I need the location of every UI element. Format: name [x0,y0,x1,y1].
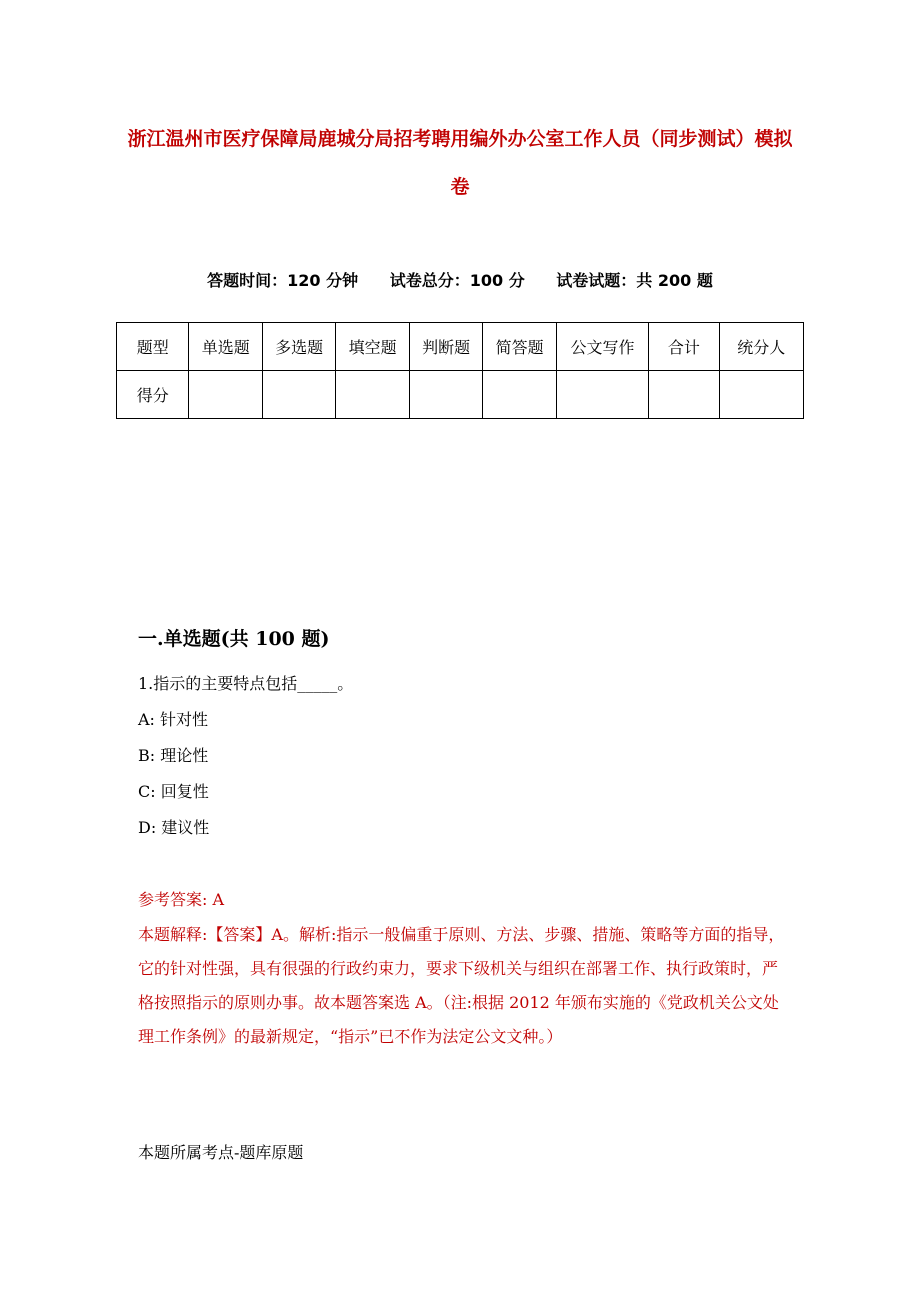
score-cell-fill [336,371,409,419]
document-title: 浙江温州市医疗保障局鹿城分局招考聘用编外办公室工作人员（同步测试）模拟卷 [127,128,793,198]
option-c: C: 回复性 [138,782,209,801]
score-table-score-row [117,371,804,419]
header-cell-judge: 判断题 [409,323,482,371]
score-cell-multi [262,371,335,419]
header-cell-short: 简答题 [483,323,556,371]
score-cell-total [649,371,719,419]
option-a: A: 针对性 [138,710,209,729]
question-stem: 1.指示的主要特点包括_____。 [138,674,354,693]
topic-source: 本题所属考点-题库原题 [138,1143,304,1162]
section-title: 一.单选题(共 100 题) [138,628,330,650]
exam-time: 答题时间：120 分钟 [207,271,359,290]
header-cell-total: 合计 [649,323,719,371]
exam-question-count: 试卷试题：共 200 题 [556,271,713,290]
exam-meta [0,268,920,291]
row-label-score: 得分 [117,371,189,419]
score-cell-scorer [719,371,803,419]
score-table-header-row [117,323,804,371]
header-cell-writing: 公文写作 [556,323,648,371]
option-d: D: 建议性 [138,818,210,837]
option-b: B: 理论性 [138,746,209,765]
score-cell-writing [556,371,648,419]
reference-answer: 参考答案: A [138,890,225,909]
header-cell-single: 单选题 [189,323,262,371]
score-table [116,322,804,419]
header-cell-multi: 多选题 [262,323,335,371]
header-cell-fill: 填空题 [336,323,409,371]
score-cell-short [483,371,556,419]
header-cell-type: 题型 [117,323,189,371]
answer-explanation: 本题解释:【答案】A。解析:指示一般偏重于原则、方法、步骤、措施、策略等方面的指导，它的针对性强，具有很强的行政约束力，要求下级机关与组织在部署工作、执行政策时，严格按照指示的原则办事。故本题答案选 A。（注:根据 2012 年颁布实施的《党政机关公文处理工作条例》的最新规定，“指示”已不作为法定公文文种。） [138,925,785,1046]
score-cell-judge [409,371,482,419]
score-cell-single [189,371,262,419]
header-cell-scorer: 统分人 [719,323,803,371]
exam-total-score: 试卷总分：100 分 [389,271,525,290]
